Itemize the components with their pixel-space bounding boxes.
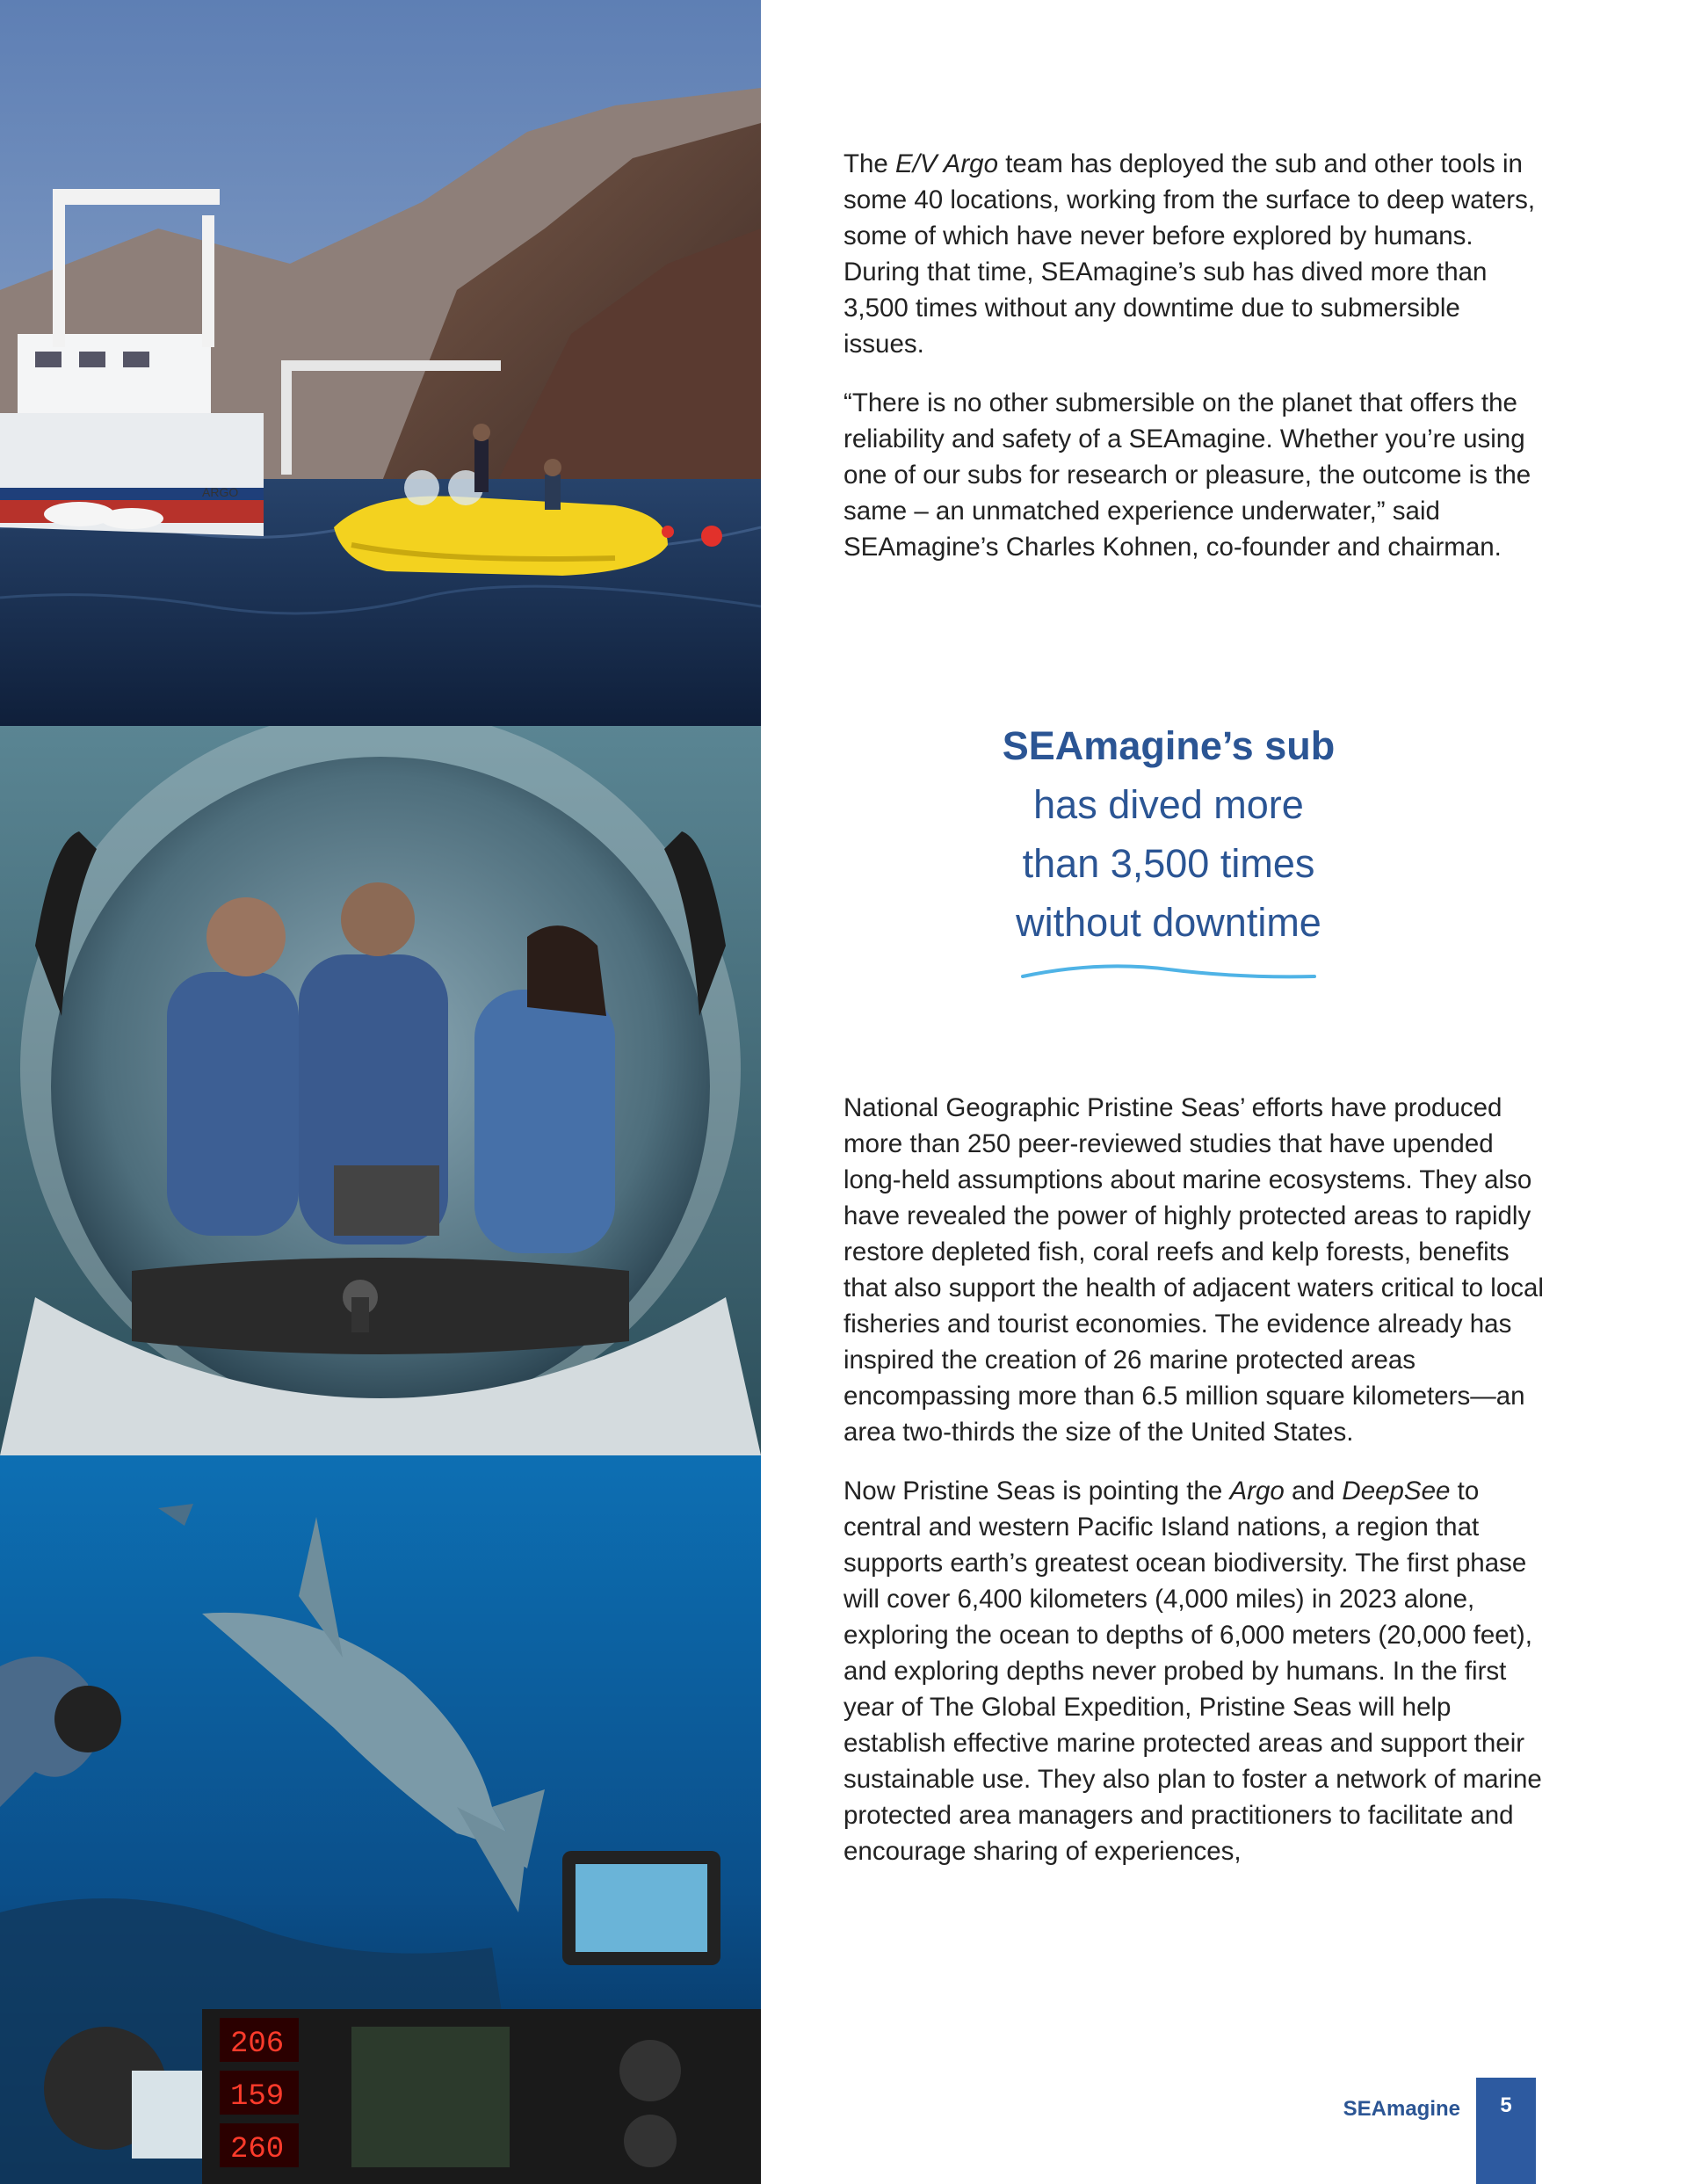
paragraph (844, 1090, 1546, 1450)
text-run: Now Pristine Seas is pointing the (844, 1477, 1230, 1506)
photo-research-vessel (0, 0, 761, 726)
footer-brand: SEAmagine (1343, 2097, 1460, 2121)
pull-quote-line-1: SEAmagine’s sub (1002, 723, 1336, 768)
article-text-bottom (844, 1090, 1546, 1892)
paragraph (844, 385, 1546, 565)
italic-text: DeepSee (1342, 1477, 1451, 1506)
vessel-illustration (0, 0, 761, 726)
page-number: 5 (1500, 2093, 1512, 2117)
cabin-illustration (0, 726, 761, 1455)
photo-shark-view (0, 1455, 761, 2184)
gauge-readout-1: 206 (230, 2028, 285, 2061)
boat-hull-label: ARGO (202, 485, 239, 499)
italic-text: Argo (1229, 1477, 1285, 1506)
pull-quote-line-4: without downtime (1016, 900, 1321, 945)
photo-column (0, 0, 761, 2184)
text-run: team has deployed the sub and other tools in some 40 locations, working from the surface to deep waters, some of which have never before explored by humans. During that time, SEAmagine’s sub has dived more than 3,500 times without any downtime due to submersible issues. (844, 149, 1536, 359)
wave-divider-icon (1019, 957, 1318, 983)
paragraph (844, 146, 1546, 362)
italic-text: E/V Argo (895, 149, 998, 178)
text-run: The (844, 149, 896, 178)
gauge-readout-2: 159 (230, 2080, 285, 2114)
article-text-top (844, 146, 1546, 588)
gauge-readout-3: 260 (230, 2133, 285, 2166)
pull-quote (844, 716, 1494, 983)
photo-sub-cabin (0, 726, 761, 1455)
text-run: National Geographic Pristine Seas’ efforts have produced more than 250 peer-reviewed studies that have upended long-held assumptions about marine ecosystems. They also have revealed the power of highly protected areas to rapidly restore depleted fish, coral reefs and kelp forests, benefits that also support the health of adjacent waters critical to local fisheries and tourist economies. The evidence already has inspired the creation of 26 marine protected areas encompassing more than 6.5 million square kilometers—an area two-thirds the size of the United States. (844, 1093, 1544, 1447)
text-run: and (1284, 1477, 1343, 1506)
page-number-tab (1476, 2078, 1536, 2184)
text-run: “There is no other submersible on the planet that offers the reliability and safety of a SEAmagine. Whether you’re using one of our subs for research or pleasure, the outcome is the same – an unmatched experience underwater,” said SEAmagine’s Charles Kohnen, co-founder and chairman. (844, 388, 1531, 562)
paragraph (844, 1473, 1546, 1869)
pull-quote-line-2: has dived more (1033, 782, 1304, 827)
pull-quote-line-3: than 3,500 times (1022, 841, 1315, 886)
text-run: to central and western Pacific Island nations, a region that supports earth’s greatest ocean biodiversity. The first phase will cover 6,400 kilometers (4,000 miles) in 2023 alone, exploring the ocean to depths of 6,000 meters (20,000 feet), and exploring depths never probed by humans. In the first year of The Global Expedition, Pristine Seas will help establish effective marine protected areas and support their sustainable use. They also plan to foster a network of marine protected area managers and practitioners to facilitate and encourage sharing of experiences, (844, 1477, 1542, 1866)
shark-illustration (0, 1455, 761, 2184)
